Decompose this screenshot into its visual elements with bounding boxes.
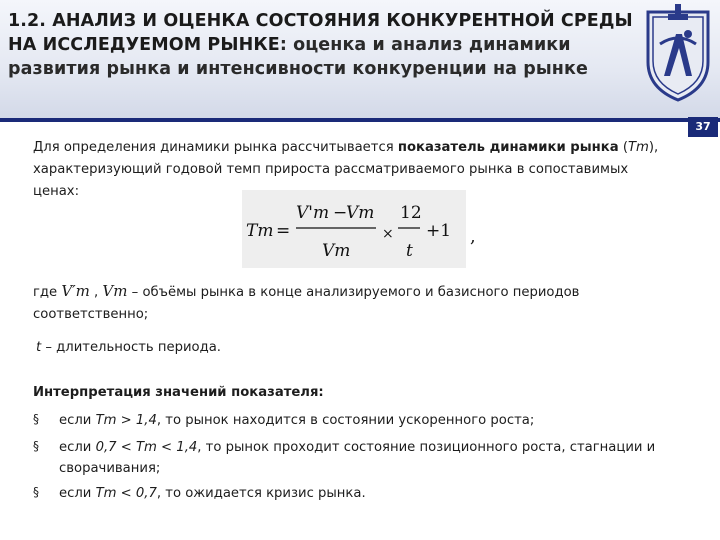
slide-number: 37 <box>688 117 718 137</box>
slide-title <box>8 9 633 81</box>
title-subtitle: : оценка и анализ динамики развития рынка и интенсивности конкуренции на рынке <box>8 35 588 79</box>
intro-open: ( <box>618 140 628 155</box>
formula-lhs: Tm <box>246 221 274 241</box>
bullet-marker: § <box>33 485 39 499</box>
intro-rest: ), характеризующий годовой темп прироста рассматриваемого рынка в сопоставимых ценах: <box>33 140 659 199</box>
formula-num-v1: V'm <box>296 203 330 223</box>
formula-den-t: t <box>406 241 413 261</box>
interpretation-heading: Интерпретация значений показателя: <box>33 385 324 400</box>
where-text: – объёмы рынка в конце анализируемого и базисного периодов соответственно; <box>33 285 580 322</box>
slide-header <box>0 0 720 118</box>
bullet-condition: Tm > 1,4 <box>95 413 157 428</box>
formula-den: Vm <box>322 241 351 261</box>
period-text: – длительность периода. <box>41 340 221 355</box>
formula-times: × <box>382 226 394 242</box>
formula-equals: = <box>276 221 291 241</box>
formula-minus: − <box>333 203 348 223</box>
bullet-text: , то рынок проходит состояние позиционного роста, стагнации и сворачивания; <box>59 440 656 476</box>
bullet-condition: Tm < 0,7 <box>95 486 157 501</box>
where-prefix: где <box>33 285 62 300</box>
intro-term: показатель динамики рынка <box>397 140 619 155</box>
where-symbol-2: Vm <box>102 282 128 300</box>
intro-symbol: Tm <box>627 140 649 155</box>
bullet-text: , то рынок находится в состоянии ускоренного роста; <box>156 413 535 428</box>
formula-num-v2: Vm <box>346 203 375 223</box>
bullet-condition: 0,7 < Tm < 1,4 <box>95 440 198 455</box>
market-dynamics-formula <box>242 190 466 268</box>
formula-comma: , <box>470 226 476 247</box>
university-shield-logo-icon <box>642 4 714 104</box>
bullet-text: , то ожидается кризис рынка. <box>156 486 366 501</box>
formula-num-12: 12 <box>400 203 422 223</box>
period-paragraph <box>36 337 221 359</box>
bullet-prefix: если <box>59 440 96 455</box>
bullet-prefix: если <box>59 486 96 501</box>
period-symbol: t <box>36 340 42 355</box>
where-symbol-1: V′m <box>61 282 90 300</box>
title-bold: 1.2. АНАЛИЗ И ОЦЕНКА СОСТОЯНИЯ КОНКУРЕНТНОЙ СРЕДЫ НА ИССЛЕДУЕМОМ РЫНКЕ <box>8 11 633 55</box>
where-sep: , <box>89 285 103 300</box>
where-paragraph <box>33 280 673 326</box>
header-rule <box>0 118 720 122</box>
bullet-marker: § <box>33 439 39 453</box>
bullet-prefix: если <box>59 413 96 428</box>
bullet-marker: § <box>33 412 39 426</box>
intro-text: Для определения динамики рынка рассчитывается <box>33 140 398 155</box>
formula-plus-one: +1 <box>426 221 452 241</box>
